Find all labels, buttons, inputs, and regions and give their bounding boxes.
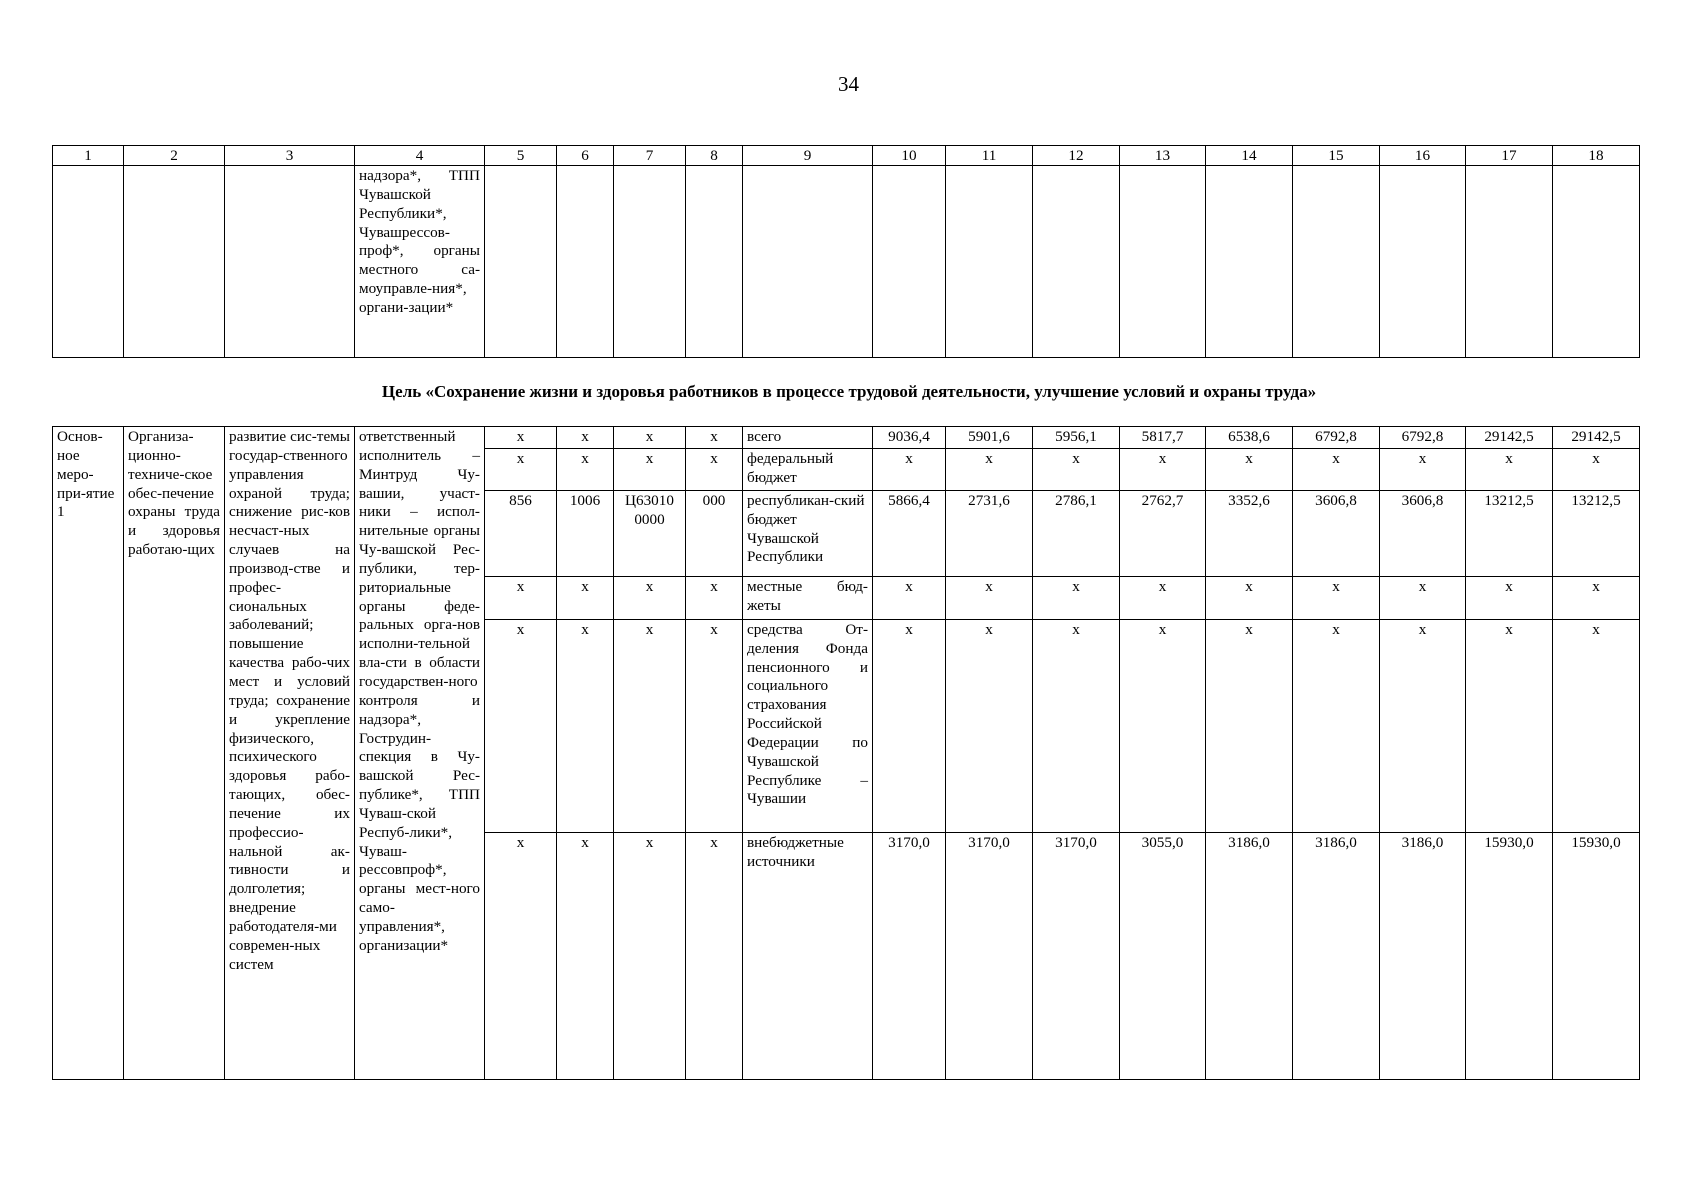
activity-description: развитие сис-темы государ-ственного управления охраной труда; снижение рис-ков несчаст-ных случаев на производ-стве и профес-сиональных заболеваний; повышение качества рабо-чих мест и условий труда; сохранение и укрепление физического, психического здоровья рабо-тающих, обес-печение их профессио-нальной ак-тивности и долголетия; внедрение работодателя-ми современ-ных систем [225,427,355,1080]
section-code: 1006 [557,490,614,576]
empty-cell [485,166,557,358]
header-cell: 12 [1033,146,1120,166]
grbs-code: x [485,619,557,832]
header-cell: 13 [1120,146,1206,166]
header-cell: 15 [1293,146,1380,166]
funding-source: внебюджетные источники [743,832,873,1079]
value-cell: 6792,8 [1293,427,1380,449]
expense-type-code: x [686,448,743,490]
target-article-code: Ц63010 0000 [614,490,686,576]
funding-source: республикан-ский бюджет Чувашской Республики [743,490,873,576]
header-cell: 17 [1466,146,1553,166]
header-cell: 7 [614,146,686,166]
section-code: x [557,448,614,490]
value-cell: x [946,576,1033,619]
expense-type-code: x [686,832,743,1079]
grbs-code: x [485,576,557,619]
value-cell: 3170,0 [1033,832,1120,1079]
value-cell: 29142,5 [1553,427,1640,449]
funding-source: местные бюд-жеты [743,576,873,619]
empty-cell [614,166,686,358]
empty-cell [743,166,873,358]
section-code: x [557,619,614,832]
empty-cell [1380,166,1466,358]
value-cell: x [946,448,1033,490]
value-cell: x [1293,576,1380,619]
header-cell: 10 [873,146,946,166]
activity-status: Основ-ное меро-при-ятие 1 [53,427,124,1080]
header-cell: 18 [1553,146,1640,166]
value-cell: 6792,8 [1380,427,1466,449]
table-header-row [53,146,1640,166]
value-cell: x [1293,448,1380,490]
value-cell: x [873,619,946,832]
expense-type-code: 000 [686,490,743,576]
target-article-code: x [614,427,686,449]
expense-type-code: x [686,619,743,832]
activity-executors: ответственный исполнитель – Минтруд Чу-вашии, участ-ники – испол-нительные органы Чу-вашской Рес-публики, тер-риториальные органы феде-ральных орга-нов исполни-тельной вла-сти в области государствен-ного контроля и надзора*, Гострудин-спекция в Чу-вашской Рес-публике*, ТПП Чуваш-ской Респуб-лики*, Чуваш-рессовпроф*, органы мест-ного само-управления*, организации* [355,427,485,1080]
value-cell: 2786,1 [1033,490,1120,576]
section-code: x [557,576,614,619]
value-cell: 5956,1 [1033,427,1120,449]
value-cell: x [946,619,1033,832]
header-cell: 16 [1380,146,1466,166]
value-cell: x [1380,448,1466,490]
value-cell: 5901,6 [946,427,1033,449]
header-cell: 1 [53,146,124,166]
page-number: 34 [838,72,859,96]
empty-cell [1206,166,1293,358]
value-cell: x [873,576,946,619]
value-cell: x [1120,448,1206,490]
funding-source: всего [743,427,873,449]
empty-cell [1033,166,1120,358]
grbs-code: x [485,832,557,1079]
header-cell: 11 [946,146,1033,166]
value-cell: 5817,7 [1120,427,1206,449]
header-cell: 3 [225,146,355,166]
header-cell: 2 [124,146,225,166]
target-article-code: x [614,619,686,832]
grbs-code: x [485,448,557,490]
empty-cell [124,166,225,358]
value-cell: 3606,8 [1380,490,1466,576]
value-cell: x [1206,576,1293,619]
value-cell: 13212,5 [1466,490,1553,576]
value-cell: 2762,7 [1120,490,1206,576]
funding-source: федеральный бюджет [743,448,873,490]
continuation-executors: надзора*, ТПП Чувашской Республики*, Чувашрессов-проф*, органы местного са-моуправле-ния*, органи-зации* [355,166,485,358]
empty-cell [1466,166,1553,358]
value-cell: x [1033,576,1120,619]
header-cell: 14 [1206,146,1293,166]
value-cell: x [1206,619,1293,832]
activity-name: Организа-ционно-техниче-ское обес-печение охраны труда и здоровья работаю-щих [124,427,225,1080]
empty-cell [225,166,355,358]
value-cell: 3606,8 [1293,490,1380,576]
target-article-code: x [614,448,686,490]
value-cell: 6538,6 [1206,427,1293,449]
expense-type-code: x [686,576,743,619]
header-cell: 4 [355,146,485,166]
value-cell: 2731,6 [946,490,1033,576]
value-cell: x [1553,576,1640,619]
table-continuation [52,145,1640,358]
target-article-code: x [614,832,686,1079]
value-cell: 3170,0 [873,832,946,1079]
value-cell: x [1033,448,1120,490]
value-cell: x [1466,619,1553,832]
empty-cell [1553,166,1640,358]
funding-source: средства От-деления Фонда пенсионного и социального страхования Российской Федерации по Чувашской Республике – Чувашии [743,619,873,832]
header-cell: 9 [743,146,873,166]
value-cell: 3186,0 [1380,832,1466,1079]
value-cell: 3352,6 [1206,490,1293,576]
value-cell: x [1553,448,1640,490]
value-cell: x [1206,448,1293,490]
empty-cell [686,166,743,358]
value-cell: x [1466,576,1553,619]
table-row [53,427,1640,449]
table-activity [52,426,1640,1080]
value-cell: 3186,0 [1293,832,1380,1079]
value-cell: x [873,448,946,490]
continuation-row [53,166,1640,358]
value-cell: x [1380,619,1466,832]
value-cell: x [1120,619,1206,832]
header-cell: 6 [557,146,614,166]
value-cell: 15930,0 [1466,832,1553,1079]
section-code: x [557,427,614,449]
value-cell: 13212,5 [1553,490,1640,576]
section-code: x [557,832,614,1079]
empty-cell [53,166,124,358]
value-cell: 5866,4 [873,490,946,576]
empty-cell [873,166,946,358]
value-cell: x [1466,448,1553,490]
value-cell: x [1293,619,1380,832]
value-cell: 3186,0 [1206,832,1293,1079]
expense-type-code: x [686,427,743,449]
empty-cell [946,166,1033,358]
header-cell: 5 [485,146,557,166]
grbs-code: x [485,427,557,449]
grbs-code: 856 [485,490,557,576]
target-article-code: x [614,576,686,619]
empty-cell [557,166,614,358]
empty-cell [1120,166,1206,358]
value-cell: 3170,0 [946,832,1033,1079]
value-cell: 3055,0 [1120,832,1206,1079]
value-cell: x [1120,576,1206,619]
goal-title: Цель «Сохранение жизни и здоровья работников в процессе трудовой деятельности, улучшение условий и охраны труда» [381,382,1317,401]
value-cell: 9036,4 [873,427,946,449]
value-cell: 15930,0 [1553,832,1640,1079]
header-cell: 8 [686,146,743,166]
value-cell: x [1553,619,1640,832]
empty-cell [1293,166,1380,358]
value-cell: x [1380,576,1466,619]
value-cell: x [1033,619,1120,832]
value-cell: 29142,5 [1466,427,1553,449]
